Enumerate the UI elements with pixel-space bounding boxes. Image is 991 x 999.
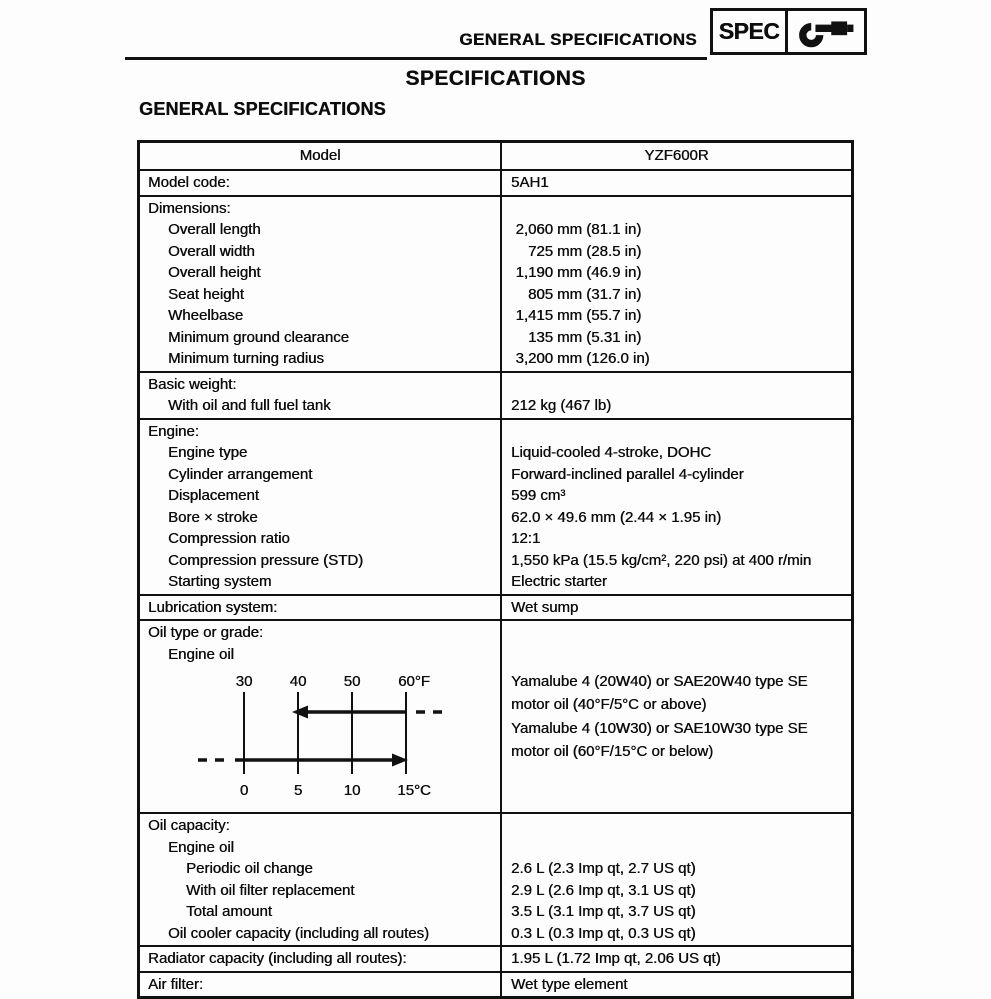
spec-value: 3,200 mm (126.0 in) [515, 350, 650, 367]
spec-value: 2.9 L (2.6 Imp qt, 3.1 US qt) [511, 881, 696, 899]
spec-label: Engine: [148, 422, 199, 440]
spec-value: 805 mm (31.7 in) [527, 285, 642, 303]
spec-value: Yamalube 4 (20W40) or SAE20W40 type SE [511, 672, 808, 690]
spec-value: 1,415 mm (55.7 in) [515, 307, 642, 324]
spec-label: Engine oil [168, 645, 234, 663]
spec-value: 1,190 mm (46.9 in) [515, 264, 642, 281]
spec-label: Overall height [168, 264, 261, 281]
spec-label: Compression ratio [168, 530, 290, 547]
section-air-filter [140, 971, 851, 997]
section-model-code [140, 169, 851, 195]
spec-value: 3.5 L (3.1 Imp qt, 3.7 US qt) [511, 903, 696, 920]
model-header-cell: Model [299, 147, 341, 164]
spec-label: Model code: [148, 174, 230, 191]
spec-label: With oil filter replacement [186, 881, 355, 899]
spec-value: 2,060 mm (81.1 in) [515, 221, 642, 238]
spec-label: Engine type [168, 444, 248, 461]
spec-value: Liquid-cooled 4-stroke, DOHC [511, 444, 712, 461]
micrometer-icon [785, 11, 864, 52]
c-tick-label: 0 [239, 782, 249, 799]
f-tick-label: 60°F [398, 673, 430, 690]
spec-value: Electric starter [511, 573, 607, 590]
c-tick-label: 15°C [397, 782, 431, 799]
table-header-row [140, 143, 851, 169]
spec-value: 599 cm³ [511, 487, 566, 504]
spec-value: 725 mm (28.5 in) [527, 242, 642, 260]
spec-value: 1.95 L (1.72 Imp qt, 2.06 US qt) [511, 950, 721, 967]
spec-value: Forward-inclined parallel 4-cylinder [511, 465, 744, 483]
spec-label: Cylinder arrangement [168, 465, 313, 483]
section-basic-weight [140, 371, 851, 418]
spec-value: 62.0 × 49.6 mm (2.44 × 1.95 in) [511, 508, 722, 526]
spec-label: Minimum ground clearance [168, 328, 349, 346]
spec-value: 12:1 [511, 530, 541, 547]
spec-label: Oil type or grade: [148, 624, 264, 641]
spec-label: Engine oil [168, 838, 234, 856]
section-radiator [140, 945, 851, 971]
spec-label: With oil and full fuel tank [168, 397, 331, 414]
spec-label: Compression pressure (STD) [168, 551, 364, 569]
running-header: GENERAL SPECIFICATIONS [459, 30, 697, 49]
spec-value: 135 mm (5.31 in) [527, 328, 642, 346]
spec-label: Periodic oil change [186, 860, 313, 877]
f-tick-label: 40 [289, 673, 307, 690]
spec-value: 2.6 L (2.3 Imp qt, 2.7 US qt) [511, 860, 696, 877]
spec-label: Basic weight: [148, 375, 237, 393]
c-tick-label: 10 [343, 782, 361, 799]
page-title: SPECIFICATIONS [405, 67, 586, 90]
lower-range-arrow [198, 754, 408, 767]
section-lubrication [140, 594, 851, 620]
f-tick-label: 30 [235, 673, 253, 690]
spec-label: Radiator capacity (including all routes): [148, 950, 407, 967]
f-tick-label: 50 [343, 673, 361, 690]
spec-value: motor oil (60°F/15°C or below) [511, 743, 714, 760]
spec-value: motor oil (40°F/5°C or above) [511, 696, 707, 713]
spec-value: 212 kg (467 lb) [511, 397, 612, 414]
spec-label: Oil cooler capacity (including all routes) [168, 924, 429, 942]
header-rule [125, 57, 707, 60]
c-tick-label: 5 [293, 782, 303, 799]
spec-tab-label: SPEC [718, 18, 780, 44]
spec-label: Wheelbase [168, 307, 244, 324]
spec-label: Seat height [168, 285, 244, 303]
spec-value: Wet type element [511, 975, 628, 993]
spec-label: Overall width [168, 242, 255, 260]
spec-label: Oil capacity: [148, 817, 230, 834]
section-engine [140, 418, 851, 594]
spec-tab [710, 8, 867, 55]
spec-label: Bore × stroke [168, 508, 258, 526]
spec-label: Air filter: [148, 975, 204, 993]
spec-label: Total amount [186, 903, 272, 920]
spec-value: 1,550 kPa (15.5 kg/cm², 220 psi) at 400 r/min [511, 551, 812, 569]
section-oil-capacity [140, 812, 851, 945]
spec-label: Dimensions: [148, 199, 231, 217]
spec-value: Wet sump [511, 598, 579, 616]
spec-label: Lubrication system: [148, 598, 278, 616]
spec-value: 5AH1 [511, 174, 549, 191]
section-heading: GENERAL SPECIFICATIONS [139, 99, 386, 119]
spec-value: Yamalube 4 (10W30) or SAE10W30 type SE [511, 719, 808, 737]
spec-label: Displacement [168, 487, 259, 504]
spec-label: Starting system [168, 573, 272, 590]
oil-temp-chart [186, 671, 500, 809]
upper-range-arrow [292, 706, 448, 719]
spec-value: 0.3 L (0.3 Imp qt, 0.3 US qt) [511, 924, 696, 942]
spec-table [137, 140, 854, 999]
section-dimensions [140, 195, 851, 371]
spec-label: Minimum turning radius [168, 350, 324, 367]
section-oil-type [140, 619, 851, 812]
value-header-cell: YZF600R [644, 147, 709, 164]
spec-label: Overall length [168, 221, 261, 238]
